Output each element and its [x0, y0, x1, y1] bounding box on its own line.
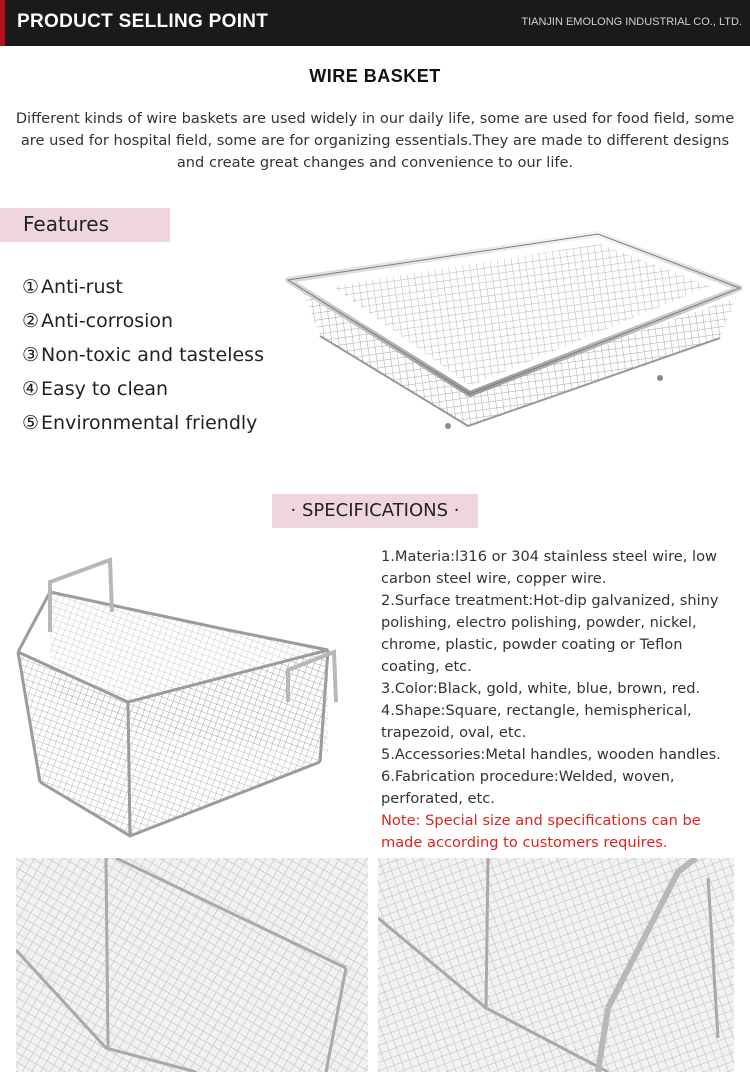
spec-line: 4.Shape:Square, rectangle, hemispherical, trapezoid, oval, etc.	[381, 702, 692, 741]
feature-item	[22, 372, 264, 406]
page-heading: WIRE BASKET	[309, 66, 441, 86]
basket-handle-closeup-photo	[378, 858, 734, 1072]
feature-item	[22, 338, 264, 372]
specifications-label: · SPECIFICATIONS ·	[290, 500, 460, 521]
header-accent	[0, 0, 5, 46]
features-label: Features	[23, 212, 109, 236]
feature-item	[22, 406, 264, 440]
feature-number: ⑤	[22, 412, 40, 434]
intro-paragraph: Different kinds of wire baskets are used widely in our daily life, some are used for food field, some are used for hospital field, some are for organizing essentials.They are made to different designs and create great changes and convenience to our life.	[15, 110, 735, 171]
basket-mesh-closeup-photo	[16, 858, 368, 1072]
header-title: PRODUCT SELLING POINT	[17, 11, 269, 32]
feature-text: Anti-rust	[41, 276, 123, 298]
wire-tray-photo	[280, 226, 742, 436]
spec-line: 2.Surface treatment:Hot-dip galvanized, shiny polishing, electro polishing, powder, nickel, chrome, plastic, powder coating or Teflon coating, etc.	[381, 592, 719, 675]
feature-number: ①	[22, 276, 40, 298]
specifications-label-tag	[272, 494, 478, 528]
company-name: TIANJIN EMOLONG INDUSTRIAL CO., LTD.	[521, 16, 742, 28]
spec-line: 3.Color:Black, gold, white, blue, brown, red.	[381, 680, 701, 697]
wire-basket-with-handles-photo	[10, 552, 340, 846]
feature-item	[22, 304, 264, 338]
features-label-tag	[0, 208, 170, 242]
feature-number: ③	[22, 344, 40, 366]
spec-line: 5.Accessories:Metal handles, wooden handles.	[381, 746, 721, 763]
feature-text: Environmental friendly	[41, 412, 258, 434]
feature-item	[22, 270, 264, 304]
feature-number: ④	[22, 378, 40, 400]
feature-text: Easy to clean	[41, 378, 169, 400]
feature-text: Non-toxic and tasteless	[41, 344, 264, 366]
feature-text: Anti-corrosion	[41, 310, 174, 332]
spec-line: 1.Materia:l316 or 304 stainless steel wire, low carbon steel wire, copper wire.	[381, 548, 717, 587]
header-bar	[0, 0, 750, 46]
spec-line: 6.Fabrication procedure:Welded, woven, perforated, etc.	[381, 768, 675, 807]
feature-list	[22, 270, 264, 440]
spec-note: Note: Special size and specifications can be made according to customers requires.	[381, 812, 701, 851]
feature-number: ②	[22, 310, 40, 332]
specifications-list	[381, 546, 741, 854]
